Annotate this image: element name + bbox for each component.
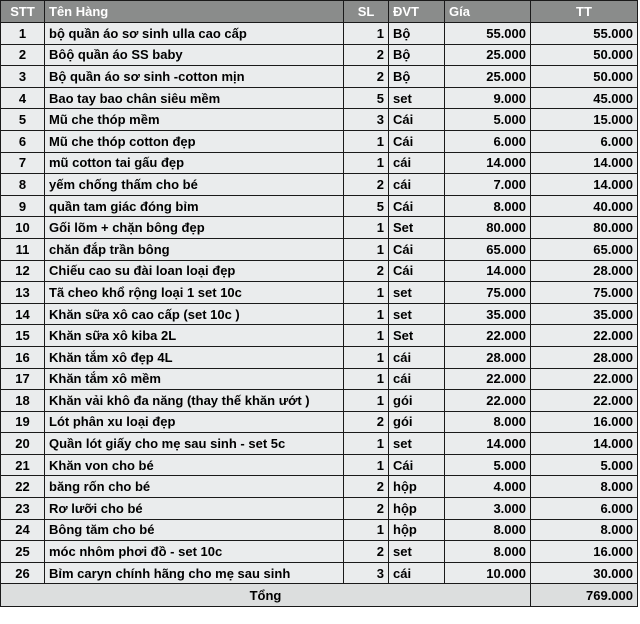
cell-unit[interactable]: Bộ	[389, 44, 445, 66]
cell-unit[interactable]: Cái	[389, 454, 445, 476]
cell-unit-price[interactable]: 75.000	[445, 282, 531, 304]
cell-line-total[interactable]: 14.000	[531, 433, 638, 455]
table-row	[1, 130, 638, 152]
cell-quantity[interactable]: 3	[344, 562, 389, 584]
header-name[interactable]: Tên Hàng	[45, 1, 344, 23]
cell-item-name[interactable]: Rơ lưỡi cho bé	[45, 498, 344, 520]
table-row	[1, 195, 638, 217]
cell-item-name[interactable]: Chiếu cao su đài loan loại đẹp	[45, 260, 344, 282]
cell-unit-price[interactable]: 8.000	[445, 411, 531, 433]
cell-item-name[interactable]: Khăn von cho bé	[45, 454, 344, 476]
cell-unit-price[interactable]: 25.000	[445, 44, 531, 66]
table-row	[1, 282, 638, 304]
cell-item-name[interactable]: quần tam giác đóng bỉm	[45, 195, 344, 217]
table-row	[1, 368, 638, 390]
cell-stt[interactable]: 6	[1, 130, 45, 152]
cell-stt[interactable]: 24	[1, 519, 45, 541]
cell-quantity[interactable]: 2	[344, 498, 389, 520]
cell-line-total[interactable]: 22.000	[531, 325, 638, 347]
cell-unit[interactable]: cái	[389, 346, 445, 368]
total-row	[1, 584, 638, 607]
cell-item-name[interactable]: Lót phân xu loại đẹp	[45, 411, 344, 433]
cell-quantity[interactable]: 1	[344, 130, 389, 152]
cell-item-name[interactable]: Mũ che thóp mềm	[45, 109, 344, 131]
table-row	[1, 260, 638, 282]
cell-unit[interactable]: cái	[389, 152, 445, 174]
cell-unit-price[interactable]: 10.000	[445, 562, 531, 584]
header-sl[interactable]: SL	[344, 1, 389, 23]
table-row	[1, 454, 638, 476]
table-row	[1, 44, 638, 66]
header-dvt[interactable]: ĐVT	[389, 1, 445, 23]
cell-line-total[interactable]: 35.000	[531, 303, 638, 325]
table-row	[1, 346, 638, 368]
cell-line-total[interactable]: 8.000	[531, 519, 638, 541]
cell-stt[interactable]: 21	[1, 454, 45, 476]
table-header	[1, 1, 638, 23]
cell-unit-price[interactable]: 22.000	[445, 390, 531, 412]
cell-item-name[interactable]: Khăn sữa xô cao cấp (set 10c )	[45, 303, 344, 325]
cell-stt[interactable]: 4	[1, 87, 45, 109]
table-row	[1, 217, 638, 239]
cell-unit[interactable]: set	[389, 433, 445, 455]
cell-item-name[interactable]: Khăn tắm xô mềm	[45, 368, 344, 390]
cell-unit[interactable]: Cái	[389, 195, 445, 217]
cell-item-name[interactable]: Bông tăm cho bé	[45, 519, 344, 541]
cell-item-name[interactable]: Gối lõm + chặn bông đẹp	[45, 217, 344, 239]
cell-line-total[interactable]: 80.000	[531, 217, 638, 239]
cell-unit-price[interactable]: 7.000	[445, 174, 531, 196]
cell-unit-price[interactable]: 8.000	[445, 519, 531, 541]
cell-line-total[interactable]: 8.000	[531, 476, 638, 498]
cell-stt[interactable]: 8	[1, 174, 45, 196]
cell-item-name[interactable]: băng rốn cho bé	[45, 476, 344, 498]
cell-stt[interactable]: 12	[1, 260, 45, 282]
cell-stt[interactable]: 2	[1, 44, 45, 66]
cell-unit[interactable]: Set	[389, 217, 445, 239]
cell-unit[interactable]: gói	[389, 390, 445, 412]
cell-item-name[interactable]: Bao tay bao chân siêu mềm	[45, 87, 344, 109]
cell-stt[interactable]: 17	[1, 368, 45, 390]
total-label[interactable]: Tổng	[1, 584, 531, 607]
table-body	[1, 23, 638, 584]
cell-unit-price[interactable]: 28.000	[445, 346, 531, 368]
cell-line-total[interactable]: 75.000	[531, 282, 638, 304]
cell-line-total[interactable]: 55.000	[531, 23, 638, 45]
cell-quantity[interactable]: 1	[344, 390, 389, 412]
cell-unit[interactable]: hộp	[389, 498, 445, 520]
cell-quantity[interactable]: 2	[344, 174, 389, 196]
cell-unit-price[interactable]: 14.000	[445, 260, 531, 282]
cell-item-name[interactable]: Mũ che thóp cotton đẹp	[45, 130, 344, 152]
cell-unit-price[interactable]: 4.000	[445, 476, 531, 498]
cell-unit[interactable]: Bộ	[389, 66, 445, 88]
cell-quantity[interactable]: 1	[344, 303, 389, 325]
total-value[interactable]: 769.000	[531, 584, 638, 607]
cell-stt[interactable]: 26	[1, 562, 45, 584]
cell-stt[interactable]: 25	[1, 541, 45, 563]
cell-stt[interactable]: 18	[1, 390, 45, 412]
cell-line-total[interactable]: 40.000	[531, 195, 638, 217]
cell-unit[interactable]: cái	[389, 562, 445, 584]
cell-line-total[interactable]: 45.000	[531, 87, 638, 109]
cell-item-name[interactable]: mũ cotton tai gấu đẹp	[45, 152, 344, 174]
table-row	[1, 87, 638, 109]
cell-quantity[interactable]: 1	[344, 23, 389, 45]
cell-line-total[interactable]: 28.000	[531, 346, 638, 368]
cell-unit-price[interactable]: 65.000	[445, 238, 531, 260]
cell-unit-price[interactable]: 9.000	[445, 87, 531, 109]
cell-line-total[interactable]: 22.000	[531, 390, 638, 412]
cell-line-total[interactable]: 50.000	[531, 44, 638, 66]
cell-unit-price[interactable]: 55.000	[445, 23, 531, 45]
header-stt[interactable]: STT	[1, 1, 45, 23]
cell-quantity[interactable]: 2	[344, 411, 389, 433]
table-row	[1, 519, 638, 541]
cell-line-total[interactable]: 30.000	[531, 562, 638, 584]
cell-quantity[interactable]: 2	[344, 66, 389, 88]
cell-quantity[interactable]: 1	[344, 519, 389, 541]
cell-unit[interactable]: cái	[389, 174, 445, 196]
cell-item-name[interactable]: yếm chống thấm cho bé	[45, 174, 344, 196]
table-row	[1, 325, 638, 347]
cell-line-total[interactable]: 14.000	[531, 152, 638, 174]
cell-quantity[interactable]: 1	[344, 217, 389, 239]
cell-unit-price[interactable]: 22.000	[445, 325, 531, 347]
cell-line-total[interactable]: 5.000	[531, 454, 638, 476]
table-row	[1, 411, 638, 433]
cell-quantity[interactable]: 2	[344, 541, 389, 563]
table-footer	[1, 584, 638, 607]
cell-unit-price[interactable]: 14.000	[445, 152, 531, 174]
cell-line-total[interactable]: 50.000	[531, 66, 638, 88]
cell-item-name[interactable]: Khăn vải khô đa năng (thay thế khăn ướt )	[45, 390, 344, 412]
cell-stt[interactable]: 23	[1, 498, 45, 520]
table-row	[1, 109, 638, 131]
cell-item-name[interactable]: Quần lót giấy cho mẹ sau sinh - set 5c	[45, 433, 344, 455]
cell-item-name[interactable]: Bỉm caryn chính hãng cho mẹ sau sinh	[45, 562, 344, 584]
table-row	[1, 433, 638, 455]
table-row	[1, 390, 638, 412]
cell-unit-price[interactable]: 3.000	[445, 498, 531, 520]
cell-quantity[interactable]: 1	[344, 282, 389, 304]
cell-item-name[interactable]: Bộ quần áo sơ sinh -cotton mịn	[45, 66, 344, 88]
cell-unit-price[interactable]: 5.000	[445, 454, 531, 476]
header-row	[1, 1, 638, 23]
cell-line-total[interactable]: 28.000	[531, 260, 638, 282]
cell-unit-price[interactable]: 8.000	[445, 541, 531, 563]
cell-stt[interactable]: 14	[1, 303, 45, 325]
cell-unit[interactable]: set	[389, 541, 445, 563]
cell-unit-price[interactable]: 80.000	[445, 217, 531, 239]
cell-unit-price[interactable]: 22.000	[445, 368, 531, 390]
cell-unit[interactable]: Cái	[389, 238, 445, 260]
cell-unit[interactable]: Bộ	[389, 23, 445, 45]
cell-item-name[interactable]: Bôộ quần áo SS baby	[45, 44, 344, 66]
cell-quantity[interactable]: 1	[344, 454, 389, 476]
cell-item-name[interactable]: chăn đắp trần bông	[45, 238, 344, 260]
cell-stt[interactable]: 16	[1, 346, 45, 368]
cell-quantity[interactable]: 2	[344, 476, 389, 498]
cell-unit[interactable]: set	[389, 87, 445, 109]
cell-unit-price[interactable]: 35.000	[445, 303, 531, 325]
cell-unit[interactable]: cái	[389, 368, 445, 390]
cell-unit-price[interactable]: 8.000	[445, 195, 531, 217]
cell-line-total[interactable]: 16.000	[531, 411, 638, 433]
cell-item-name[interactable]: Khăn sữa xô kiba 2L	[45, 325, 344, 347]
header-gia[interactable]: Gía	[445, 1, 531, 23]
cell-unit-price[interactable]: 25.000	[445, 66, 531, 88]
cell-stt[interactable]: 5	[1, 109, 45, 131]
table-row	[1, 562, 638, 584]
cell-quantity[interactable]: 1	[344, 433, 389, 455]
table-row	[1, 476, 638, 498]
cell-unit[interactable]: gói	[389, 411, 445, 433]
cell-quantity[interactable]: 1	[344, 368, 389, 390]
cell-quantity[interactable]: 5	[344, 195, 389, 217]
cell-unit[interactable]: Cái	[389, 130, 445, 152]
cell-unit-price[interactable]: 6.000	[445, 130, 531, 152]
cell-stt[interactable]: 19	[1, 411, 45, 433]
cell-stt[interactable]: 3	[1, 66, 45, 88]
cell-item-name[interactable]: Khăn tắm xô đẹp 4L	[45, 346, 344, 368]
cell-quantity[interactable]: 1	[344, 152, 389, 174]
cell-line-total[interactable]: 6.000	[531, 130, 638, 152]
cell-line-total[interactable]: 22.000	[531, 368, 638, 390]
cell-line-total[interactable]: 65.000	[531, 238, 638, 260]
cell-unit-price[interactable]: 5.000	[445, 109, 531, 131]
cell-unit[interactable]: Cái	[389, 109, 445, 131]
table-row	[1, 152, 638, 174]
table-row	[1, 238, 638, 260]
table-row	[1, 23, 638, 45]
cell-quantity[interactable]: 3	[344, 109, 389, 131]
cell-unit[interactable]: set	[389, 303, 445, 325]
table-row	[1, 541, 638, 563]
cell-quantity[interactable]: 1	[344, 238, 389, 260]
table-row	[1, 303, 638, 325]
table-row	[1, 498, 638, 520]
cell-quantity[interactable]: 1	[344, 325, 389, 347]
cell-stt[interactable]: 15	[1, 325, 45, 347]
cell-stt[interactable]: 13	[1, 282, 45, 304]
cell-quantity[interactable]: 2	[344, 260, 389, 282]
cell-unit[interactable]: Cái	[389, 260, 445, 282]
cell-unit[interactable]: hộp	[389, 519, 445, 541]
cell-unit[interactable]: hộp	[389, 476, 445, 498]
cell-item-name[interactable]: Tã cheo khổ rộng loại 1 set 10c	[45, 282, 344, 304]
cell-stt[interactable]: 10	[1, 217, 45, 239]
cell-line-total[interactable]: 16.000	[531, 541, 638, 563]
cell-item-name[interactable]: bộ quần áo sơ sinh ulla cao cấp	[45, 23, 344, 45]
cell-line-total[interactable]: 14.000	[531, 174, 638, 196]
cell-stt[interactable]: 20	[1, 433, 45, 455]
cell-quantity[interactable]: 2	[344, 44, 389, 66]
cell-stt[interactable]: 7	[1, 152, 45, 174]
cell-unit[interactable]: Set	[389, 325, 445, 347]
cell-stt[interactable]: 1	[1, 23, 45, 45]
header-tt[interactable]: TT	[531, 1, 638, 23]
cell-stt[interactable]: 22	[1, 476, 45, 498]
cell-stt[interactable]: 11	[1, 238, 45, 260]
cell-unit-price[interactable]: 14.000	[445, 433, 531, 455]
cell-unit[interactable]: set	[389, 282, 445, 304]
table-row	[1, 174, 638, 196]
cell-quantity[interactable]: 1	[344, 346, 389, 368]
cell-line-total[interactable]: 6.000	[531, 498, 638, 520]
cell-quantity[interactable]: 5	[344, 87, 389, 109]
table-row	[1, 66, 638, 88]
cell-item-name[interactable]: móc nhôm phơi đồ - set 10c	[45, 541, 344, 563]
cell-stt[interactable]: 9	[1, 195, 45, 217]
cell-line-total[interactable]: 15.000	[531, 109, 638, 131]
